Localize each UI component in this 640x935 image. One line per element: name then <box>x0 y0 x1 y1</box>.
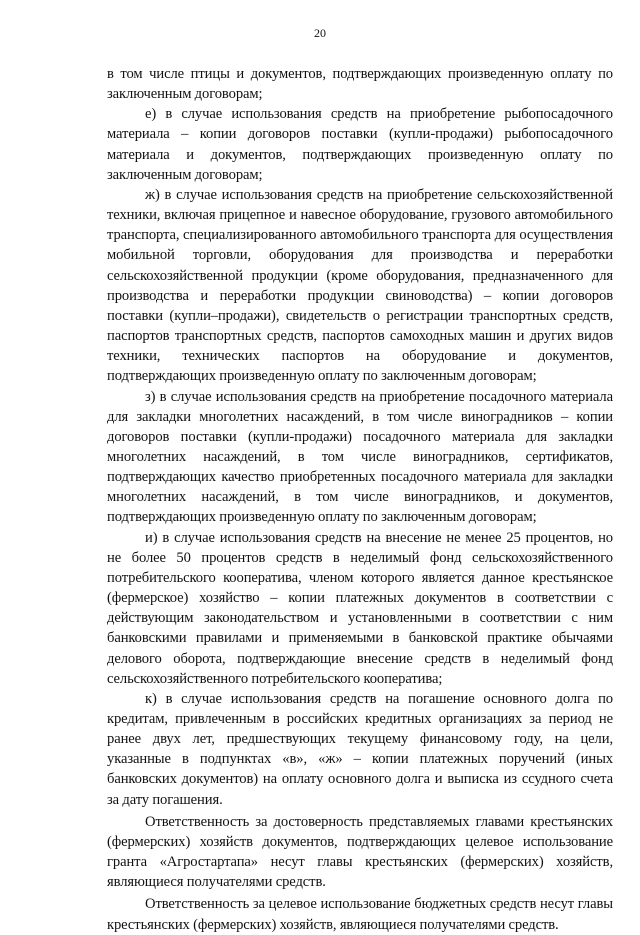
paragraph-responsibility-documents: Ответственность за достоверность представляемых главами крестьянских (фермерских) хозяйств документов, подтверждающих целевое использование гранта «Агростартапа» несут главы крестьянских (фермерских) хозяйств, являющиеся получателями средств. <box>107 813 613 891</box>
paragraph-continuation: в том числе птицы и документов, подтверждающих произведенную оплату по заключенным договорам; <box>107 66 613 103</box>
paragraph-responsibility-funds: Ответственность за целевое использование бюджетных средств несут главы крестьянских (фермерских) хозяйств, являющиеся получателями средств. <box>107 896 613 933</box>
paragraph-item-e: е) в случае использования средств на приобретение рыбопосадочного материала – копии договоров поставки (купли-продажи) рыбопосадочного материала и документов, подтверждающих произведенную оплату по заключенным договорам; <box>107 106 613 183</box>
paragraph-item-i: и) в случае использования средств на внесение не менее 25 процентов, но не более 50 процентов средств в неделимый фонд сельскохозяйственного потребительского кооператива, членом которого является данное крестьянское (фермерское) хозяйство – копии платежных документов в соответствии с действующим законодательством и установленными в соответствии с ним банковскими правилами и применяемыми в банковской практике обычаями делового оборота, подтверждающие внесение средств в неделимый фонд сельскохозяйственного потребительского кооператива; <box>107 529 613 687</box>
paragraph-item-z: з) в случае использования средств на приобретение посадочного материала для закладки многолетних насаждений, в том числе виноградников – копии договоров поставки (купли-продажи) посадочного материала для закладки многолетних насаждений, в том числе виноградников, сертификатов, подтверждающих качество приобретенных посадочного материала для закладки многолетних насаждений, в том числе виноградников, и документов, подтверждающих произведенную оплату по заключенным договорам; <box>107 388 613 526</box>
document-body <box>107 64 613 935</box>
paragraph-item-k: к) в случае использования средств на погашение основного долга по кредитам, привлеченным в российских кредитных организациях за период не ранее двух лет, предшествующих текущему финансовому году, на цели, указанные в подпунктах «в», «ж» – копии платежных поручений (иных банковских документов) на оплату основного долга и выписка из ссудного счета за дату погашения. <box>107 690 613 808</box>
paragraph-item-zh: ж) в случае использования средств на приобретение сельскохозяйственной техники, включая прицепное и навесное оборудование, грузового автомобильного транспорта, специализированного автомобильного транспорта для осуществления мобильной торговли, оборудования для производства и переработки сельскохозяйственной продукции (кроме оборудования, предназначенного для производства и переработки продукции свиноводства) – копии договоров поставки (купли–продажи), свидетельств о регистрации транспортных средств, паспортов транспортных средств, паспортов самоходных машин и других видов техники, технических паспортов на оборудование и документов, подтверждающих произведенную оплату по заключенным договорам; <box>107 186 613 385</box>
page-number: 20 <box>314 26 326 40</box>
